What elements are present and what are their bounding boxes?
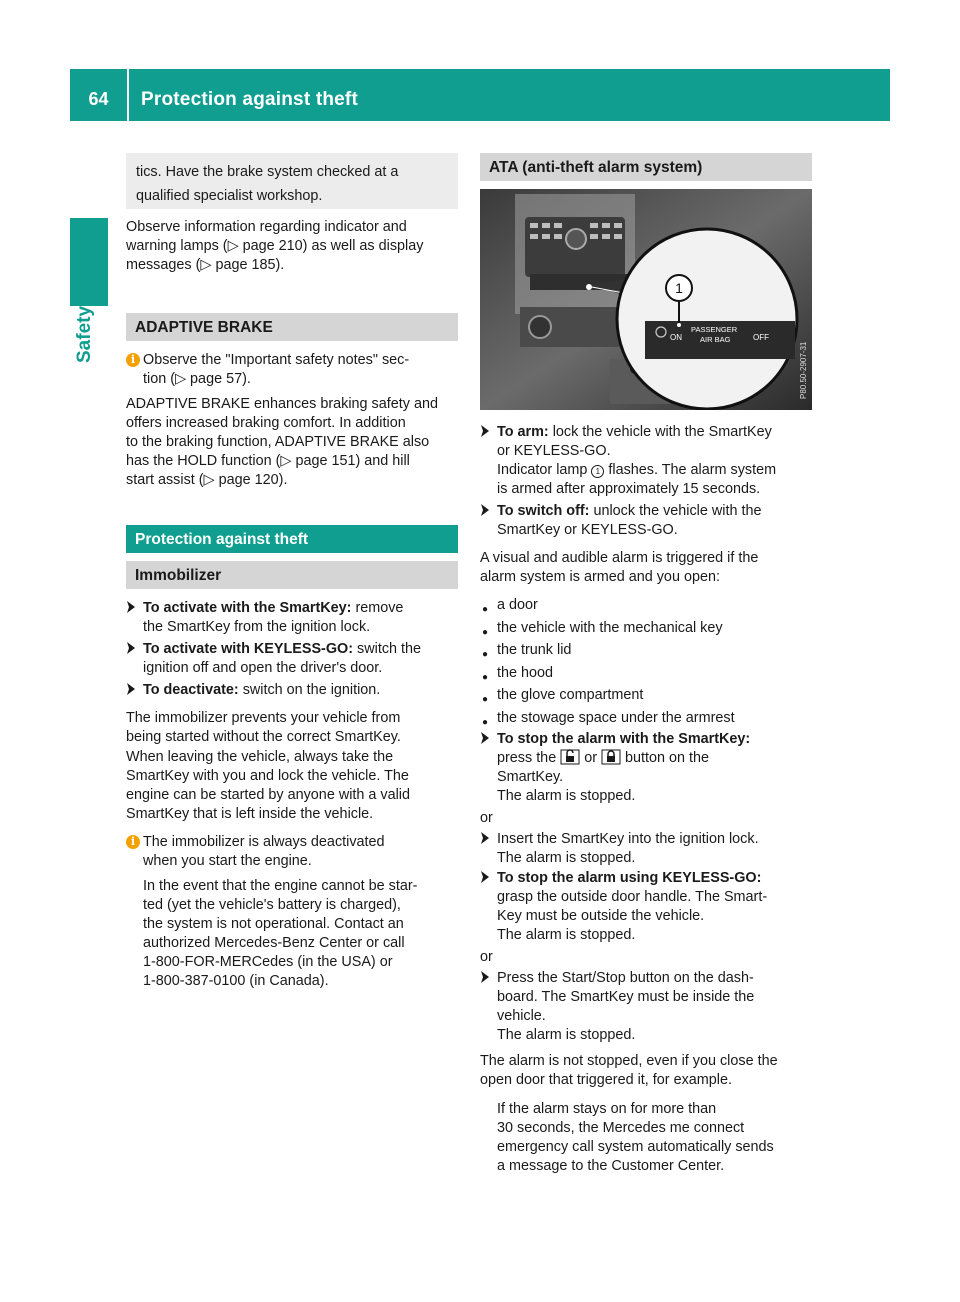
step-activate-smartkey	[126, 599, 458, 637]
callout-marker-icon: 1	[591, 465, 604, 478]
text-line: warning lamps (▷ page 210) as well as display	[126, 238, 424, 254]
step-activate-keyless	[126, 640, 458, 678]
page-title: Protection against theft	[141, 89, 358, 110]
step-text: Press the Start/Stop button on the dash-	[497, 970, 754, 986]
text-line: to the braking function, ADAPTIVE BRAKE also	[126, 434, 430, 450]
section-tab-marker	[70, 218, 108, 306]
list-item: ● the stowage space under the armrest	[482, 709, 735, 728]
info-icon: i	[126, 353, 140, 367]
heading-ata: ATA (anti-theft alarm system)	[480, 153, 812, 181]
text-line: 30 seconds, the Mercedes me connect	[497, 1120, 745, 1136]
step-text: switch the	[353, 641, 422, 657]
step-text: The alarm is stopped.	[497, 1027, 636, 1043]
page-number: 64	[88, 89, 109, 109]
step-arrow-icon	[480, 731, 490, 745]
step-text: Indicator lamp	[497, 462, 592, 478]
step-text: switch on the ignition.	[238, 682, 381, 698]
list-item: ● the trunk lid	[482, 642, 572, 660]
step-text: vehicle.	[497, 1008, 546, 1024]
observe-paragraph	[126, 218, 466, 275]
text-line: alarm system is armed and you open:	[480, 569, 720, 585]
step-stop-smartkey	[480, 730, 820, 806]
text-line: If the alarm stays on for more than	[497, 1101, 717, 1117]
step-label: To stop the alarm with the SmartKey:	[497, 731, 751, 747]
step-press-start-stop	[480, 969, 820, 1045]
step-label: To switch off:	[497, 503, 590, 519]
step-text: Key must be outside the vehicle.	[497, 908, 705, 924]
step-label: To arm:	[497, 424, 549, 440]
step-arrow-icon	[126, 600, 136, 614]
section-tab-label: Safety	[74, 305, 95, 363]
step-text: The alarm is stopped.	[497, 850, 636, 866]
header-divider	[127, 69, 129, 121]
step-text: board. The SmartKey must be inside the	[497, 989, 755, 1005]
text-line: 1-800-387-0100 (in Canada).	[143, 973, 329, 989]
step-arrow-icon	[126, 682, 136, 696]
step-text: The alarm is stopped.	[497, 927, 636, 943]
text-line: SmartKey with you and lock the vehicle. The	[126, 768, 409, 784]
text-line: open door that triggered it, for example.	[480, 1072, 732, 1088]
step-text: lock the vehicle with the SmartKey	[548, 424, 772, 440]
step-text: is armed after approximately 15 seconds.	[497, 481, 761, 497]
step-switch-off	[480, 502, 820, 540]
text-line: A visual and audible alarm is triggered if the	[480, 550, 759, 566]
info-note-safety	[126, 351, 458, 389]
text-line: The immobilizer is always deactivated	[143, 834, 385, 850]
step-stop-keyless	[480, 869, 820, 945]
text-line: tion (▷ page 57).	[143, 371, 251, 387]
text-line: the system is not operational. Contact an	[143, 916, 404, 932]
image-reference-code: P80.50-2907-31	[799, 341, 808, 399]
text-line: start assist (▷ page 120).	[126, 472, 288, 488]
step-text: press the	[497, 750, 561, 766]
text-line: when you start the engine.	[143, 853, 312, 869]
emergency-call-notice	[497, 1100, 817, 1176]
callout-number: 1	[675, 280, 683, 296]
text-line: emergency call system automatically sends	[497, 1139, 774, 1155]
text-line: When leaving the vehicle, always take the	[126, 749, 394, 765]
step-arrow-icon	[480, 424, 490, 438]
text-line: The immobilizer prevents your vehicle from	[126, 710, 401, 726]
text-line: ted (yet the vehicle's battery is charged),	[143, 897, 401, 913]
list-item: ● the hood	[482, 664, 554, 683]
step-text: or KEYLESS-GO.	[497, 443, 611, 459]
info-icon: i	[126, 835, 140, 849]
step-label: To stop the alarm using KEYLESS-GO:	[497, 870, 762, 886]
step-text: unlock the vehicle with the	[589, 503, 762, 519]
step-text: ignition off and open the driver's door.	[143, 660, 383, 676]
text-line: a message to the Customer Center.	[497, 1158, 725, 1174]
panel-on-label: ON	[670, 333, 682, 342]
step-arrow-icon	[126, 641, 136, 655]
info-note-immobilizer	[126, 833, 458, 991]
text-line: In the event that the engine cannot be star-	[143, 878, 418, 894]
step-text: the SmartKey from the ignition lock.	[143, 619, 371, 635]
step-deactivate	[126, 681, 458, 700]
panel-off-label: OFF	[753, 333, 769, 342]
text-line: authorized Mercedes-Benz Center or call	[143, 935, 405, 951]
immobilizer-para-1	[126, 709, 466, 747]
step-text: button on the	[625, 750, 710, 766]
text-line: engine can be started by anyone with a valid	[126, 787, 411, 803]
list-item: ● the glove compartment	[482, 687, 644, 705]
step-text: SmartKey.	[497, 769, 564, 785]
step-label: To deactivate:	[143, 682, 239, 698]
step-arrow-icon	[480, 831, 490, 845]
adaptive-brake-body	[126, 395, 466, 490]
step-arrow-icon	[480, 870, 490, 884]
step-label: To activate with the SmartKey:	[143, 600, 352, 616]
immobilizer-para-2	[126, 748, 466, 824]
step-text: grasp the outside door handle. The Smart-	[497, 889, 768, 905]
list-item: ● a door	[482, 597, 538, 615]
list-item: ● the vehicle with the mechanical key	[482, 619, 723, 638]
step-text: or	[584, 750, 601, 766]
note-box-continuation	[126, 153, 458, 209]
text-line: 1-800-FOR-MERCedes (in the USA) or	[143, 954, 393, 970]
heading-adaptive-brake: ADAPTIVE BRAKE	[126, 313, 458, 341]
text-line: ADAPTIVE BRAKE enhances braking safety and	[126, 396, 438, 412]
trigger-paragraph	[480, 549, 820, 587]
lock-button-icon	[601, 749, 621, 765]
step-label: To activate with KEYLESS-GO:	[143, 641, 354, 657]
panel-passenger-label: PASSENGER	[691, 325, 738, 334]
or-separator: or	[480, 949, 493, 965]
text-line: The alarm is not stopped, even if you close the	[480, 1053, 778, 1069]
text-line: offers increased braking comfort. In addition	[126, 415, 406, 431]
anti-theft-indicator-photo	[480, 189, 812, 410]
panel-airbag-label: AIR BAG	[700, 335, 731, 344]
heading-protection-against-theft: Protection against theft	[126, 525, 458, 553]
text-line: has the HOLD function (▷ page 151) and hill	[126, 453, 410, 469]
step-text: Insert the SmartKey into the ignition lock.	[497, 831, 759, 847]
note-line: qualified specialist workshop.	[136, 188, 323, 204]
or-separator: or	[480, 810, 493, 826]
step-text: flashes. The alarm system	[604, 462, 777, 478]
text-line: messages (▷ page 185).	[126, 257, 285, 273]
trigger-list	[480, 594, 820, 729]
step-text: The alarm is stopped.	[497, 788, 636, 804]
note-line: tics. Have the brake system checked at a	[136, 164, 399, 180]
step-text: SmartKey or KEYLESS-GO.	[497, 522, 678, 538]
step-arm	[480, 423, 820, 499]
not-stopped-paragraph	[480, 1052, 820, 1090]
text-line: SmartKey that is left inside the vehicle.	[126, 806, 374, 822]
text-line: being started without the correct SmartKey.	[126, 729, 401, 745]
step-insert-smartkey	[480, 830, 820, 868]
step-arrow-icon	[480, 970, 490, 984]
text-line: Observe information regarding indicator and	[126, 219, 407, 235]
text-line: Observe the "Important safety notes" sec-	[143, 352, 410, 368]
step-arrow-icon	[480, 503, 490, 517]
step-text: remove	[351, 600, 404, 616]
unlock-button-icon	[560, 749, 580, 765]
heading-immobilizer: Immobilizer	[126, 561, 458, 589]
